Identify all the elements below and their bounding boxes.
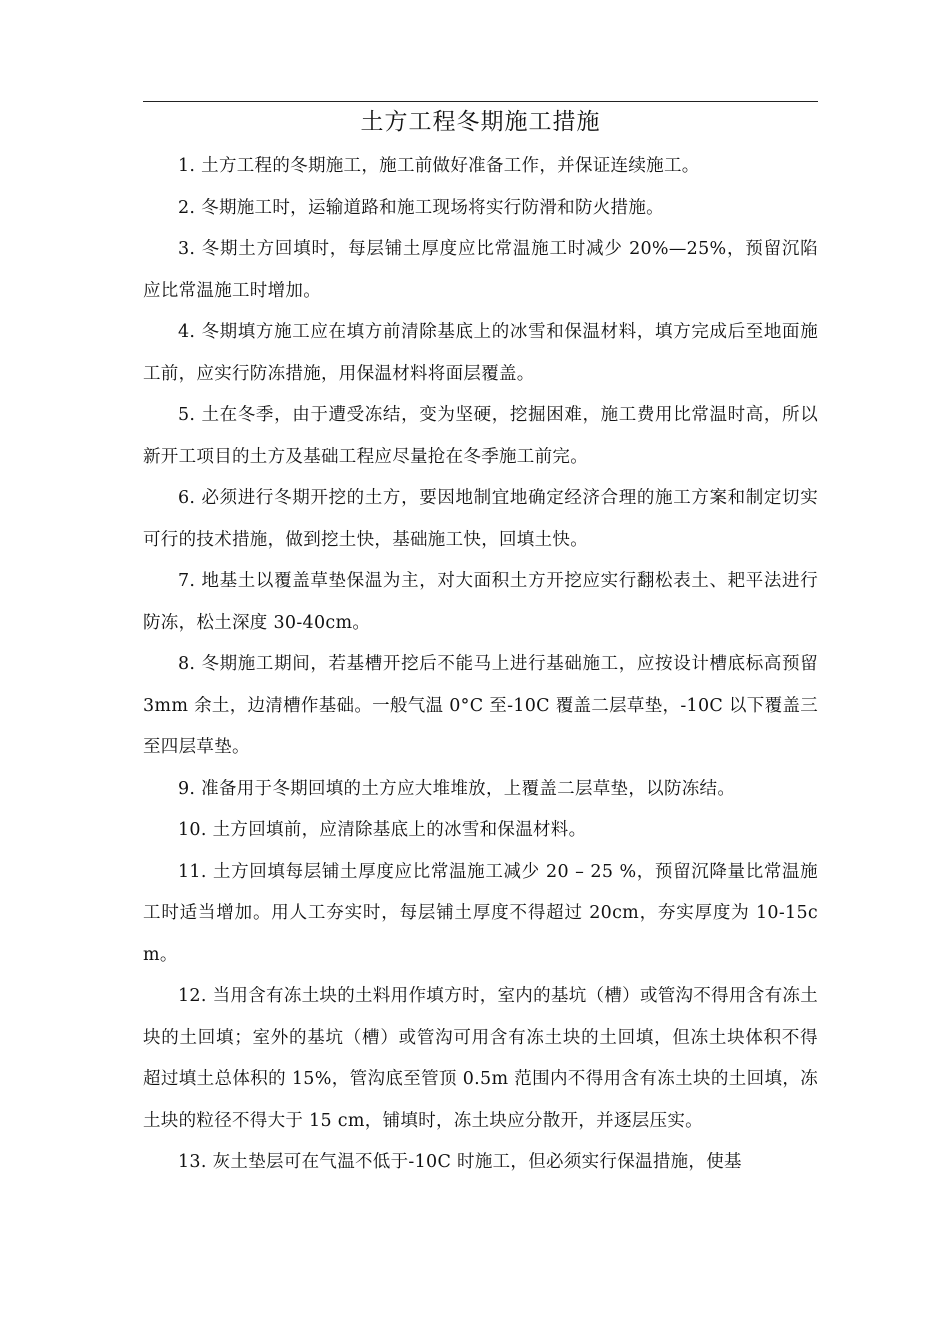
paragraph-5: 5. 土在冬季，由于遭受冻结，变为坚硬，挖掘困难，施工费用比常温时高，所以新开工项目的土方及基础工程应尽量抢在冬季施工前完。 — [143, 405, 818, 467]
paragraph-7: 7. 地基土以覆盖草垫保温为主，对大面积土方开挖应实行翻松表土、耙平法进行防冻，松土深度 30-40cm。 — [143, 571, 818, 633]
paragraph-3: 3. 冬期土方回填时，每层铺土厚度应比常温施工时减少 20%—25%，预留沉陷应比常温施工时增加。 — [143, 239, 818, 301]
paragraph-2: 2. 冬期施工时，运输道路和施工现场将实行防滑和防火措施。 — [178, 197, 664, 218]
paragraph-1: 1. 土方工程的冬期施工，施工前做好准备工作，并保证连续施工。 — [178, 156, 700, 176]
paragraph-13: 13. 灰土垫层可在气温不低于-10C 时施工，但必须实行保温措施，使基 — [178, 1152, 742, 1172]
paragraph-6: 6. 必须进行冬期开挖的土方，要因地制宜地确定经济合理的施工方案和制定切实可行的技术措施，做到挖土快，基础施工快，回填土快。 — [143, 488, 818, 550]
paragraph-9: 9. 准备用于冬期回填的土方应大堆堆放，上覆盖二层草垫，以防冻结。 — [178, 778, 736, 799]
paragraph-12: 12. 当用含有冻土块的土料用作填方时，室内的基坑（槽）或管沟不得用含有冻土块的土回填；室外的基坑（槽）或管沟可用含有冻土块的土回填，但冻土块体积不得超过填土总体积的 15%，管沟底至管顶 0.5m 范围内不得用含有冻土块的土回填，冻土块的粒径不得大于 15 cm，铺填时，冻土块应分散开，并逐层压实。 — [143, 986, 818, 1131]
paragraph-10: 10. 土方回填前，应清除基底上的冰雪和保温材料。 — [178, 820, 587, 840]
document-title: 土方工程冬期施工措施 — [360, 109, 601, 135]
paragraph-8: 8. 冬期施工期间，若基槽开挖后不能马上进行基础施工，应按设计槽底标高预留 3mm 余土，边清槽作基础。一般气温 0°C 至-10C 覆盖二层草垫，-10C 以下覆盖三至四层草垫。 — [143, 654, 818, 757]
paragraph-4: 4. 冬期填方施工应在填方前清除基底上的冰雪和保温材料，填方完成后至地面施工前，应实行防冻措施，用保温材料将面层覆盖。 — [143, 322, 818, 384]
header-rule — [143, 101, 818, 102]
paragraph-11: 11. 土方回填每层铺土厚度应比常温施工减少 20 – 25 %，预留沉降量比常温施工时适当增加。用人工夯实时，每层铺土厚度不得超过 20cm，夯实厚度为 10-15cm。 — [143, 861, 818, 965]
document-body — [143, 146, 818, 1184]
